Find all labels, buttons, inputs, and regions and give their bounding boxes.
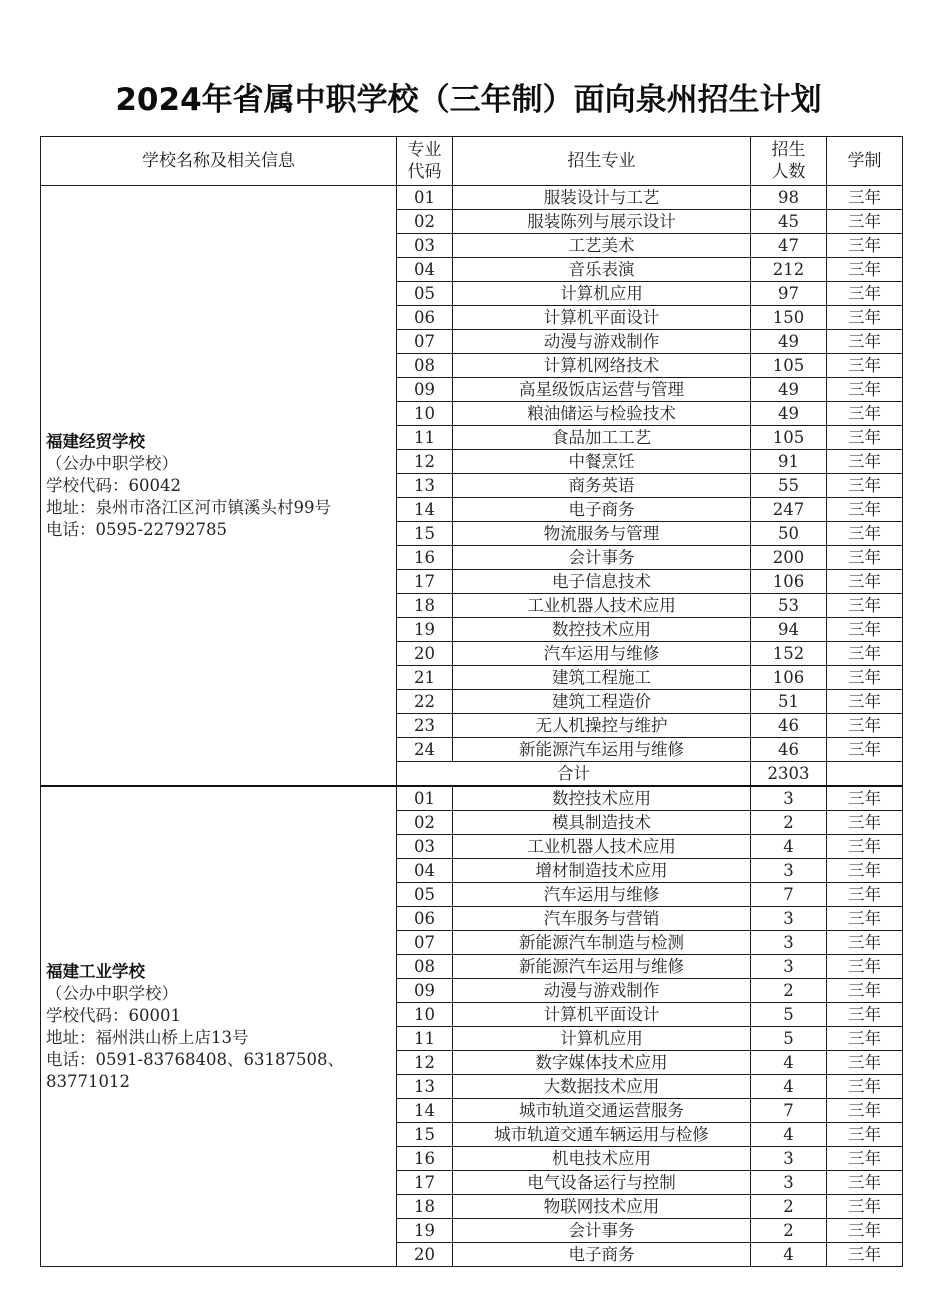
duration: 三年 — [827, 258, 903, 282]
table-body — [41, 186, 903, 1267]
duration: 三年 — [827, 234, 903, 258]
header-enroll-count-label: 招生 人数 — [771, 140, 806, 182]
school-phone: 电话：0591-83768408、63187508、 — [46, 1049, 345, 1069]
total-duration-empty — [827, 762, 903, 787]
duration: 三年 — [827, 210, 903, 234]
school-info-cell — [41, 786, 397, 1267]
duration: 三年 — [827, 1195, 903, 1219]
major-code: 24 — [397, 738, 453, 762]
duration: 三年 — [827, 570, 903, 594]
major-name: 计算机平面设计 — [453, 1003, 751, 1027]
major-name: 工业机器人技术应用 — [453, 594, 751, 618]
enroll-count: 97 — [751, 282, 827, 306]
major-name: 计算机平面设计 — [453, 306, 751, 330]
major-code: 10 — [397, 1003, 453, 1027]
page-title: 2024年省属中职学校（三年制）面向泉州招生计划 — [115, 82, 822, 118]
duration: 三年 — [827, 522, 903, 546]
major-name: 电子信息技术 — [453, 570, 751, 594]
total-count: 2303 — [751, 762, 827, 787]
duration: 三年 — [827, 859, 903, 883]
major-code: 16 — [397, 546, 453, 570]
enroll-count: 3 — [751, 931, 827, 955]
major-name: 物流服务与管理 — [453, 522, 751, 546]
duration: 三年 — [827, 786, 903, 811]
major-name: 新能源汽车运用与维修 — [453, 955, 751, 979]
duration: 三年 — [827, 426, 903, 450]
enroll-count: 45 — [751, 210, 827, 234]
enroll-count: 4 — [751, 1243, 827, 1267]
duration: 三年 — [827, 1051, 903, 1075]
duration: 三年 — [827, 738, 903, 762]
enroll-count: 106 — [751, 570, 827, 594]
major-code: 01 — [397, 186, 453, 210]
duration: 三年 — [827, 594, 903, 618]
enroll-count: 91 — [751, 450, 827, 474]
enroll-count: 50 — [751, 522, 827, 546]
major-code: 05 — [397, 883, 453, 907]
major-code: 06 — [397, 306, 453, 330]
major-name: 汽车服务与营销 — [453, 907, 751, 931]
enroll-count: 49 — [751, 330, 827, 354]
major-code: 14 — [397, 1099, 453, 1123]
major-code: 09 — [397, 378, 453, 402]
major-name: 动漫与游戏制作 — [453, 979, 751, 1003]
school-phone: 电话：0595-22792785 — [46, 519, 228, 539]
duration: 三年 — [827, 306, 903, 330]
major-code: 20 — [397, 1243, 453, 1267]
major-name: 建筑工程造价 — [453, 690, 751, 714]
table-header-row — [41, 137, 903, 186]
major-code: 08 — [397, 354, 453, 378]
major-name: 计算机网络技术 — [453, 354, 751, 378]
major-code: 21 — [397, 666, 453, 690]
enroll-count: 46 — [751, 714, 827, 738]
major-code: 23 — [397, 714, 453, 738]
major-code: 17 — [397, 570, 453, 594]
enroll-count: 152 — [751, 642, 827, 666]
duration: 三年 — [827, 186, 903, 210]
major-name: 服装陈列与展示设计 — [453, 210, 751, 234]
header-major-name: 招生专业 — [453, 137, 751, 186]
header-enroll-count — [751, 137, 827, 186]
major-code: 13 — [397, 474, 453, 498]
enrollment-plan-table — [40, 136, 903, 1267]
major-name: 动漫与游戏制作 — [453, 330, 751, 354]
enroll-count: 5 — [751, 1027, 827, 1051]
major-name: 数控技术应用 — [453, 786, 751, 811]
major-name: 无人机操控与维护 — [453, 714, 751, 738]
school-address: 地址：泉州市洛江区河市镇溪头村99号 — [46, 497, 331, 517]
duration: 三年 — [827, 546, 903, 570]
major-name: 高星级饭店运营与管理 — [453, 378, 751, 402]
enroll-count: 4 — [751, 835, 827, 859]
table-row — [41, 786, 903, 811]
enroll-count: 7 — [751, 883, 827, 907]
duration: 三年 — [827, 450, 903, 474]
major-code: 15 — [397, 1123, 453, 1147]
major-code: 11 — [397, 1027, 453, 1051]
enroll-count: 2 — [751, 811, 827, 835]
major-code: 02 — [397, 811, 453, 835]
duration: 三年 — [827, 714, 903, 738]
header-major-code — [397, 137, 453, 186]
major-code: 10 — [397, 402, 453, 426]
major-code: 17 — [397, 1171, 453, 1195]
major-name: 服装设计与工艺 — [453, 186, 751, 210]
duration: 三年 — [827, 690, 903, 714]
duration: 三年 — [827, 354, 903, 378]
school-code: 学校代码：60001 — [46, 1005, 181, 1025]
duration: 三年 — [827, 1099, 903, 1123]
duration: 三年 — [827, 402, 903, 426]
enroll-count: 2 — [751, 1195, 827, 1219]
major-name: 会计事务 — [453, 546, 751, 570]
major-code: 08 — [397, 955, 453, 979]
major-code: 16 — [397, 1147, 453, 1171]
enroll-count: 3 — [751, 955, 827, 979]
enroll-count: 47 — [751, 234, 827, 258]
major-code: 22 — [397, 690, 453, 714]
enroll-count: 3 — [751, 1147, 827, 1171]
enroll-count: 3 — [751, 859, 827, 883]
major-name: 计算机应用 — [453, 282, 751, 306]
major-name: 音乐表演 — [453, 258, 751, 282]
duration: 三年 — [827, 474, 903, 498]
major-code: 01 — [397, 786, 453, 811]
major-name: 粮油储运与检验技术 — [453, 402, 751, 426]
duration: 三年 — [827, 642, 903, 666]
enroll-count: 94 — [751, 618, 827, 642]
major-name: 电气设备运行与控制 — [453, 1171, 751, 1195]
major-code: 19 — [397, 1219, 453, 1243]
enroll-count: 4 — [751, 1075, 827, 1099]
major-name: 电子商务 — [453, 498, 751, 522]
major-name: 增材制造技术应用 — [453, 859, 751, 883]
major-code: 04 — [397, 859, 453, 883]
duration: 三年 — [827, 1027, 903, 1051]
major-name: 会计事务 — [453, 1219, 751, 1243]
enroll-count: 49 — [751, 402, 827, 426]
school-phone-cont: 83771012 — [46, 1071, 130, 1091]
enroll-count: 5 — [751, 1003, 827, 1027]
duration: 三年 — [827, 1219, 903, 1243]
major-name: 机电技术应用 — [453, 1147, 751, 1171]
enroll-count: 3 — [751, 907, 827, 931]
major-code: 11 — [397, 426, 453, 450]
enroll-count: 4 — [751, 1051, 827, 1075]
school-code: 学校代码：60042 — [46, 475, 181, 495]
major-code: 12 — [397, 450, 453, 474]
major-code: 18 — [397, 1195, 453, 1219]
enroll-count: 2 — [751, 1219, 827, 1243]
enroll-count: 98 — [751, 186, 827, 210]
enroll-count: 49 — [751, 378, 827, 402]
major-name: 汽车运用与维修 — [453, 642, 751, 666]
duration: 三年 — [827, 1075, 903, 1099]
major-code: 07 — [397, 931, 453, 955]
duration: 三年 — [827, 979, 903, 1003]
major-name: 建筑工程施工 — [453, 666, 751, 690]
major-name: 模具制造技术 — [453, 811, 751, 835]
duration: 三年 — [827, 498, 903, 522]
major-code: 19 — [397, 618, 453, 642]
school-name: 福建经贸学校 — [46, 431, 145, 451]
major-name: 食品加工工艺 — [453, 426, 751, 450]
major-name: 新能源汽车运用与维修 — [453, 738, 751, 762]
major-name: 商务英语 — [453, 474, 751, 498]
enroll-count: 106 — [751, 666, 827, 690]
major-code: 20 — [397, 642, 453, 666]
school-type: （公办中职学校） — [46, 453, 178, 473]
enroll-count: 53 — [751, 594, 827, 618]
major-name: 工艺美术 — [453, 234, 751, 258]
major-name: 城市轨道交通运营服务 — [453, 1099, 751, 1123]
enroll-count: 3 — [751, 786, 827, 811]
header-major-code-label: 专业 代码 — [407, 140, 442, 182]
school-type: （公办中职学校） — [46, 983, 178, 1003]
table-row — [41, 186, 903, 210]
duration: 三年 — [827, 666, 903, 690]
enroll-count: 105 — [751, 354, 827, 378]
duration: 三年 — [827, 931, 903, 955]
duration: 三年 — [827, 1243, 903, 1267]
duration: 三年 — [827, 883, 903, 907]
major-name: 城市轨道交通车辆运用与检修 — [453, 1123, 751, 1147]
enroll-count: 200 — [751, 546, 827, 570]
duration: 三年 — [827, 618, 903, 642]
duration: 三年 — [827, 378, 903, 402]
major-name: 大数据技术应用 — [453, 1075, 751, 1099]
major-name: 数字媒体技术应用 — [453, 1051, 751, 1075]
school-info-cell — [41, 186, 397, 787]
major-code: 07 — [397, 330, 453, 354]
major-code: 04 — [397, 258, 453, 282]
header-duration: 学制 — [827, 137, 903, 186]
major-name: 中餐烹饪 — [453, 450, 751, 474]
major-name: 数控技术应用 — [453, 618, 751, 642]
major-code: 12 — [397, 1051, 453, 1075]
duration: 三年 — [827, 330, 903, 354]
total-label: 合计 — [397, 762, 751, 787]
major-code: 03 — [397, 835, 453, 859]
major-code: 13 — [397, 1075, 453, 1099]
school-name: 福建工业学校 — [46, 961, 145, 981]
duration: 三年 — [827, 1147, 903, 1171]
enroll-count: 212 — [751, 258, 827, 282]
duration: 三年 — [827, 835, 903, 859]
major-code: 06 — [397, 907, 453, 931]
enroll-count: 4 — [751, 1123, 827, 1147]
major-code: 02 — [397, 210, 453, 234]
major-name: 工业机器人技术应用 — [453, 835, 751, 859]
duration: 三年 — [827, 955, 903, 979]
enroll-count: 3 — [751, 1171, 827, 1195]
major-name: 计算机应用 — [453, 1027, 751, 1051]
enroll-count: 55 — [751, 474, 827, 498]
header-school-info: 学校名称及相关信息 — [41, 137, 397, 186]
enroll-count: 247 — [751, 498, 827, 522]
enroll-count: 105 — [751, 426, 827, 450]
duration: 三年 — [827, 282, 903, 306]
major-name: 物联网技术应用 — [453, 1195, 751, 1219]
enroll-count: 7 — [751, 1099, 827, 1123]
enroll-count: 150 — [751, 306, 827, 330]
major-code: 05 — [397, 282, 453, 306]
major-name: 电子商务 — [453, 1243, 751, 1267]
major-code: 03 — [397, 234, 453, 258]
major-code: 14 — [397, 498, 453, 522]
duration: 三年 — [827, 1123, 903, 1147]
major-code: 09 — [397, 979, 453, 1003]
enroll-count: 46 — [751, 738, 827, 762]
major-name: 汽车运用与维修 — [453, 883, 751, 907]
major-name: 新能源汽车制造与检测 — [453, 931, 751, 955]
duration: 三年 — [827, 1171, 903, 1195]
duration: 三年 — [827, 907, 903, 931]
duration: 三年 — [827, 1003, 903, 1027]
major-code: 15 — [397, 522, 453, 546]
duration: 三年 — [827, 811, 903, 835]
school-address: 地址：福州洪山桥上店13号 — [46, 1027, 249, 1047]
enroll-count: 51 — [751, 690, 827, 714]
major-code: 18 — [397, 594, 453, 618]
enroll-count: 2 — [751, 979, 827, 1003]
